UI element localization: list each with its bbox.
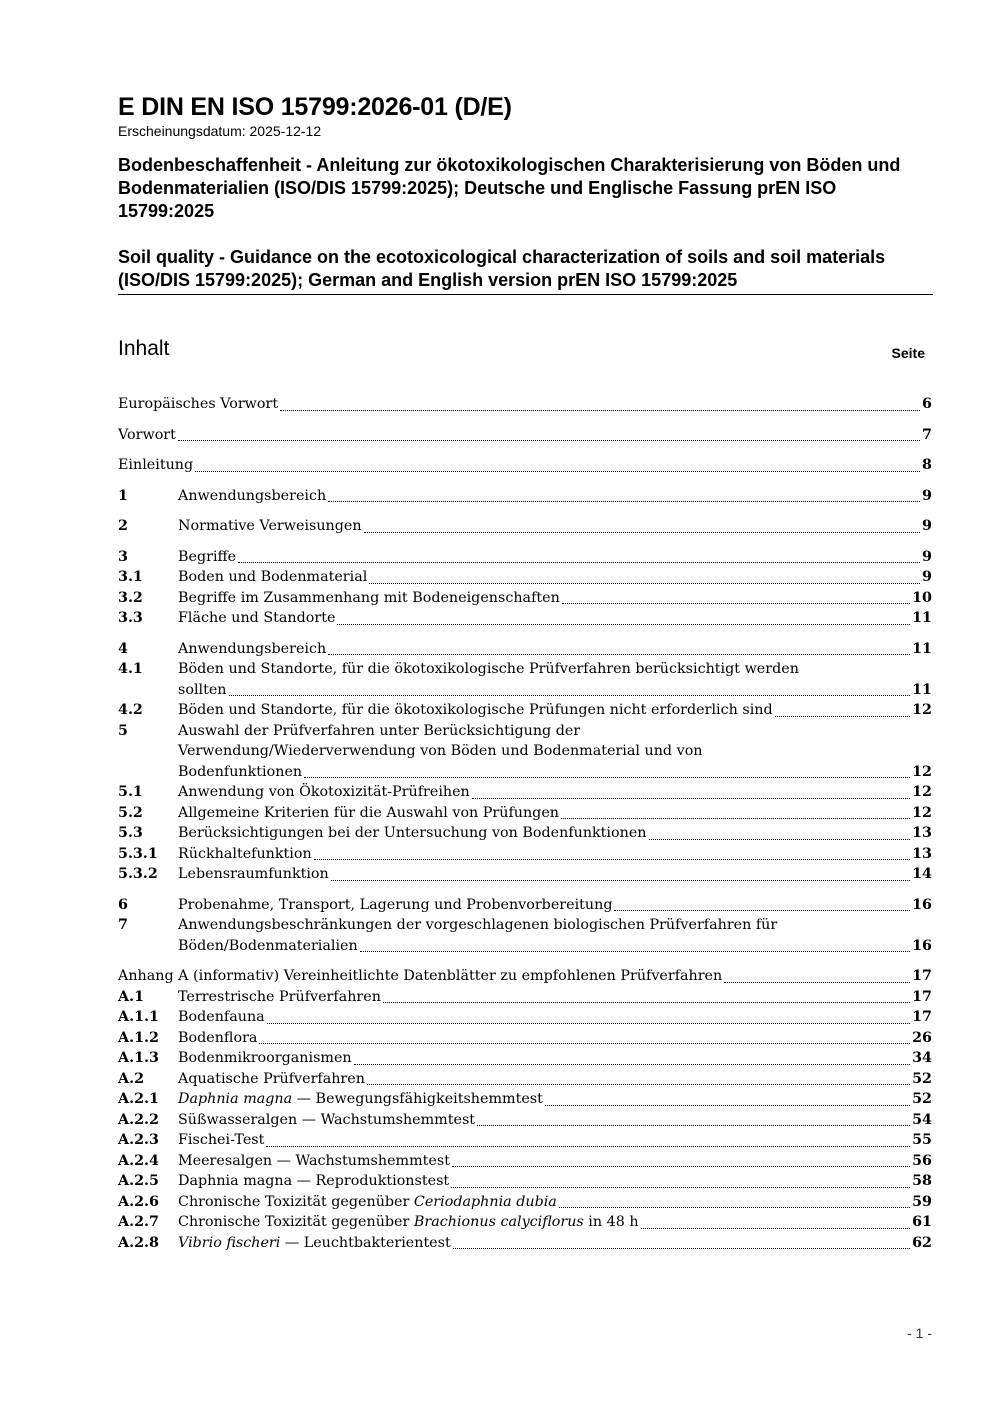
toc-entry-number: A.2.4 xyxy=(118,1152,159,1169)
toc-entry-page: 26 xyxy=(912,1029,932,1046)
toc-title: Inhalt xyxy=(118,337,170,360)
toc-entry-label: Rückhaltefunktion xyxy=(178,845,312,862)
page-number: - 1 - xyxy=(907,1325,932,1341)
toc-entry-number: A.2.5 xyxy=(118,1173,159,1189)
toc-entry[interactable] xyxy=(118,1130,932,1151)
dot-leader xyxy=(562,589,910,604)
toc-entry-label: Vorwort xyxy=(118,426,176,443)
toc-entry-label: Anhang A (informativ) Vereinheitlichte Datenblätter zu empfohlenen Prüfverfahren xyxy=(118,968,723,984)
toc-entry-page: 54 xyxy=(912,1111,932,1128)
toc-entry[interactable] xyxy=(118,803,932,824)
dot-leader xyxy=(328,640,910,655)
dot-leader xyxy=(649,825,911,840)
toc-entry-text xyxy=(178,659,932,700)
toc-entry-page: 12 xyxy=(912,784,932,800)
publication-date: Erscheinungsdatum: 2025-12-12 xyxy=(118,123,322,139)
toc-entry-label: Normative Verweisungen xyxy=(178,518,362,534)
toc-entry[interactable] xyxy=(118,721,932,783)
toc-entry-label-text: — Bewegungsfähigkeitshemmtest xyxy=(292,1091,543,1107)
toc-entry-label: Süßwasseralgen — Wachstumshemmtest xyxy=(178,1111,476,1128)
toc-entry-number: 3.1 xyxy=(118,569,143,585)
toc-entry-page: 52 xyxy=(912,1070,932,1087)
dot-leader xyxy=(477,1111,910,1126)
toc-entry[interactable] xyxy=(118,864,932,885)
dot-leader xyxy=(314,845,910,860)
toc-entry[interactable] xyxy=(118,1151,932,1172)
toc-entry-last-line xyxy=(178,936,932,957)
table-of-contents xyxy=(118,394,932,1253)
dot-leader xyxy=(304,763,910,778)
toc-entry-page: 61 xyxy=(912,1214,932,1230)
toc-entry-label xyxy=(178,1089,543,1110)
toc-entry-label: Begriffe im Zusammenhang mit Bodeneigenschaften xyxy=(178,589,560,606)
toc-entry-number: 4.1 xyxy=(118,661,143,677)
dot-leader xyxy=(452,1152,910,1167)
title-english: Soil quality - Guidance on the ecotoxicological characterization of soils and soil materials (ISO/DIS 15799:2025); German and English version prEN ISO 15799:2025 xyxy=(118,246,933,295)
toc-entry-page: 17 xyxy=(912,988,932,1005)
toc-entry-page: 12 xyxy=(912,763,932,780)
toc-entry-page: 11 xyxy=(912,681,932,698)
dot-leader xyxy=(195,457,920,472)
toc-entry-page: 9 xyxy=(922,548,932,565)
dot-leader xyxy=(724,968,910,983)
dot-leader xyxy=(367,1070,910,1085)
toc-entry-page: 17 xyxy=(912,968,932,984)
dot-leader xyxy=(238,548,920,563)
toc-entry-label xyxy=(178,1212,639,1233)
toc-entry-label-italic: Vibrio fischeri xyxy=(178,1234,281,1251)
toc-entry-label: Böden und Standorte, für die ökotoxikologische Prüfungen nicht erforderlich sind xyxy=(178,702,773,718)
dot-leader xyxy=(360,937,910,952)
toc-entry-page: 52 xyxy=(912,1091,932,1107)
toc-entry-label: Europäisches Vorwort xyxy=(118,396,279,412)
toc-entry-page: 9 xyxy=(922,518,932,534)
toc-entry[interactable] xyxy=(118,455,932,476)
toc-entry-label: Anwendung von Ökotoxizität-Prüfreihen xyxy=(178,784,470,800)
toc-entry-label: Berücksichtigungen bei der Untersuchung von Bodenfunktionen xyxy=(178,825,647,841)
dot-leader xyxy=(383,988,910,1003)
toc-entry-label-italic: Daphnia magna xyxy=(178,1091,293,1107)
toc-entry-label-line: Auswahl der Prüfverfahren unter Berücksichtigung der xyxy=(178,722,581,739)
toc-entry-number: A.2 xyxy=(118,1070,145,1087)
toc-entry-label: Fläche und Standorte xyxy=(178,610,336,626)
toc-entry[interactable] xyxy=(118,1110,932,1131)
toc-entry-page: 59 xyxy=(912,1193,932,1210)
toc-entry-text xyxy=(178,721,932,783)
toc-entry-page: 11 xyxy=(912,640,932,657)
toc-entry[interactable] xyxy=(118,425,932,446)
toc-entry-page: 11 xyxy=(912,610,932,626)
toc-entry-label: Bodenfauna xyxy=(178,1009,265,1025)
toc-entry-page: 12 xyxy=(912,702,932,718)
toc-entry[interactable] xyxy=(118,966,932,987)
page-header xyxy=(118,93,933,367)
toc-entry[interactable] xyxy=(118,1171,932,1192)
toc-entry[interactable] xyxy=(118,700,932,721)
toc-entry-page: 13 xyxy=(912,845,932,862)
toc-entry-last-line xyxy=(178,762,932,783)
toc-entry-number: 4 xyxy=(118,640,128,657)
dot-leader xyxy=(354,1050,910,1065)
toc-entry-number: 5.3 xyxy=(118,825,143,841)
toc-entry-label-line: sollten xyxy=(178,681,227,698)
toc-entry-label xyxy=(178,1233,451,1254)
toc-entry-number: 5 xyxy=(118,722,128,739)
toc-entry-label-italic: Ceriodaphnia dubia xyxy=(413,1193,557,1210)
toc-entry-label: Aquatische Prüfverfahren xyxy=(178,1070,365,1087)
toc-entry-page: 17 xyxy=(912,1009,932,1025)
toc-entry-page: 12 xyxy=(912,804,932,821)
toc-entry-number: 4.2 xyxy=(118,702,143,718)
toc-entry-label: Bodenmikroorganismen xyxy=(178,1050,352,1066)
toc-entry-page: 9 xyxy=(922,569,932,585)
toc-heading xyxy=(118,337,933,367)
toc-entry-label: Anwendungsbereich xyxy=(178,640,327,657)
toc-entry-page: 9 xyxy=(922,487,932,504)
dot-leader xyxy=(267,1009,910,1024)
toc-entry[interactable] xyxy=(118,987,932,1008)
toc-entry-number: 3 xyxy=(118,548,128,565)
toc-entry-label-line: Böden und Standorte, für die ökotoxikologische Prüfverfahren berücksichtigt werden xyxy=(178,661,799,677)
toc-entry[interactable] xyxy=(118,1069,932,1090)
toc-entry-number: 5.3.2 xyxy=(118,866,158,882)
toc-entry-label-text: Chronische Toxizität gegenüber xyxy=(178,1193,414,1210)
toc-entry[interactable] xyxy=(118,1089,932,1110)
toc-entry-label-text: in 48 h xyxy=(583,1214,639,1230)
toc-entry[interactable] xyxy=(118,1192,932,1213)
document-id: E DIN EN ISO 15799:2026-01 (D/E) xyxy=(118,93,512,121)
toc-entry-label: Boden und Bodenmaterial xyxy=(178,569,368,585)
dot-leader xyxy=(369,569,920,584)
dot-leader xyxy=(472,784,910,799)
toc-entry-text xyxy=(178,915,932,956)
toc-entry-page: 56 xyxy=(912,1152,932,1169)
toc-entry-last-line xyxy=(178,680,932,701)
toc-entry[interactable] xyxy=(118,915,932,956)
toc-entry-label: Einleitung xyxy=(118,457,194,473)
toc-entry-number: A.2.2 xyxy=(118,1111,159,1128)
toc-entry-label: Terrestrische Prüfverfahren xyxy=(178,988,381,1005)
toc-entry-label: Probenahme, Transport, Lagerung und Probenvorbereitung xyxy=(178,896,613,913)
dot-leader xyxy=(641,1214,911,1229)
toc-entry-page: 13 xyxy=(912,825,932,841)
toc-entry-page: 7 xyxy=(922,426,932,443)
toc-entry-label: Fischei-Test xyxy=(178,1132,265,1148)
toc-entry-number: A.1.2 xyxy=(118,1029,159,1046)
dot-leader xyxy=(559,1193,910,1208)
title-german: Bodenbeschaffenheit - Anleitung zur ökotoxikologischen Charakterisierung von Böden und Bodenmaterialien (ISO/DIS 15799:2025); Deutsche und Englische Fassung prEN ISO 15799:2025 xyxy=(118,155,901,221)
toc-entry[interactable] xyxy=(118,639,932,660)
toc-entry-label-italic: Brachionus calyciflorus xyxy=(413,1214,584,1230)
dot-leader xyxy=(545,1091,910,1106)
toc-entry[interactable] xyxy=(118,895,932,916)
toc-entry-label: Lebensraumfunktion xyxy=(178,866,329,882)
toc-entry[interactable] xyxy=(118,823,932,844)
toc-entry-label: Allgemeine Kriterien für die Auswahl von Prüfungen xyxy=(178,804,559,821)
toc-entry[interactable] xyxy=(118,516,932,537)
toc-entry-label-line: Anwendungsbeschränkungen der vorgeschlagenen biologischen Prüfverfahren für xyxy=(178,917,778,933)
toc-entry[interactable] xyxy=(118,567,932,588)
toc-entry-label xyxy=(178,1192,557,1213)
dot-leader xyxy=(280,396,920,411)
toc-entry-label: Anwendungsbereich xyxy=(178,487,327,504)
dot-leader xyxy=(561,804,910,819)
toc-entry-label: Daphnia magna — Reproduktionstest xyxy=(178,1173,450,1189)
toc-entry-label: Meeresalgen — Wachstumshemmtest xyxy=(178,1152,450,1169)
dot-leader xyxy=(178,426,920,441)
toc-entry-page: 6 xyxy=(922,396,932,412)
toc-entry-page: 34 xyxy=(912,1050,932,1066)
toc-entry-number: 5.3.1 xyxy=(118,845,158,862)
toc-entry[interactable] xyxy=(118,659,932,700)
toc-entry[interactable] xyxy=(118,1233,932,1254)
toc-entry-number: A.1.3 xyxy=(118,1050,159,1066)
toc-entry-page: 58 xyxy=(912,1173,932,1189)
toc-entry-number: 2 xyxy=(118,518,128,534)
dot-leader xyxy=(328,487,920,502)
toc-entry-label-line: Verwendung/Wiederverwendung von Böden und Bodenmaterial und von xyxy=(178,743,703,759)
dot-leader xyxy=(337,610,910,625)
dot-leader xyxy=(614,896,910,911)
toc-entry[interactable] xyxy=(118,1007,932,1028)
toc-entry-label: Begriffe xyxy=(178,548,237,565)
toc-entry-number: A.1 xyxy=(118,988,145,1005)
toc-entry-number: 3.3 xyxy=(118,610,143,626)
toc-entry-number: 6 xyxy=(118,896,128,913)
toc-entry-number: 7 xyxy=(118,917,128,933)
toc-entry-number: A.2.8 xyxy=(118,1234,159,1251)
toc-entry-page: 16 xyxy=(912,937,932,954)
toc-entry-number: A.2.3 xyxy=(118,1132,159,1148)
toc-entry[interactable] xyxy=(118,1048,932,1069)
toc-entry[interactable] xyxy=(118,588,932,609)
toc-entry-label-line: Böden/Bodenmaterialien xyxy=(178,937,358,954)
toc-entry-label: Bodenflora xyxy=(178,1029,258,1046)
toc-entry[interactable] xyxy=(118,394,932,415)
toc-entry-number: 1 xyxy=(118,487,128,504)
toc-entry-page: 14 xyxy=(912,866,932,882)
dot-leader xyxy=(775,702,910,717)
toc-entry[interactable] xyxy=(118,486,932,507)
toc-entry-number: 3.2 xyxy=(118,589,143,606)
toc-entry-page: 8 xyxy=(922,457,932,473)
toc-entry[interactable] xyxy=(118,1212,932,1233)
toc-entry-page: 62 xyxy=(912,1234,932,1251)
dot-leader xyxy=(451,1173,910,1188)
toc-entry-number: A.2.1 xyxy=(118,1091,159,1107)
dot-leader xyxy=(259,1029,910,1044)
toc-entry[interactable] xyxy=(118,844,932,865)
toc-entry-number: A.1.1 xyxy=(118,1009,159,1025)
toc-entry[interactable] xyxy=(118,1028,932,1049)
dot-leader xyxy=(229,681,911,696)
toc-entry-label-text: Chronische Toxizität gegenüber xyxy=(178,1214,414,1230)
toc-entry-number: A.2.6 xyxy=(118,1193,159,1210)
toc-entry-number: 5.1 xyxy=(118,784,143,800)
dot-leader xyxy=(364,518,920,533)
toc-entry-page: 16 xyxy=(912,896,932,913)
toc-entry-page: 10 xyxy=(912,589,932,606)
toc-entry-number: 5.2 xyxy=(118,804,143,821)
dot-leader xyxy=(266,1132,910,1147)
toc-entry-label-text: — Leuchtbakterientest xyxy=(280,1234,451,1251)
dot-leader xyxy=(331,866,910,881)
dot-leader xyxy=(453,1234,910,1249)
toc-entry-label-line: Bodenfunktionen xyxy=(178,763,303,780)
toc-entry[interactable] xyxy=(118,608,932,629)
toc-entry-page: 55 xyxy=(912,1132,932,1148)
toc-entry[interactable] xyxy=(118,782,932,803)
toc-entry[interactable] xyxy=(118,547,932,568)
toc-entry-number: A.2.7 xyxy=(118,1214,159,1230)
toc-page-column-label: Seite xyxy=(891,345,925,361)
